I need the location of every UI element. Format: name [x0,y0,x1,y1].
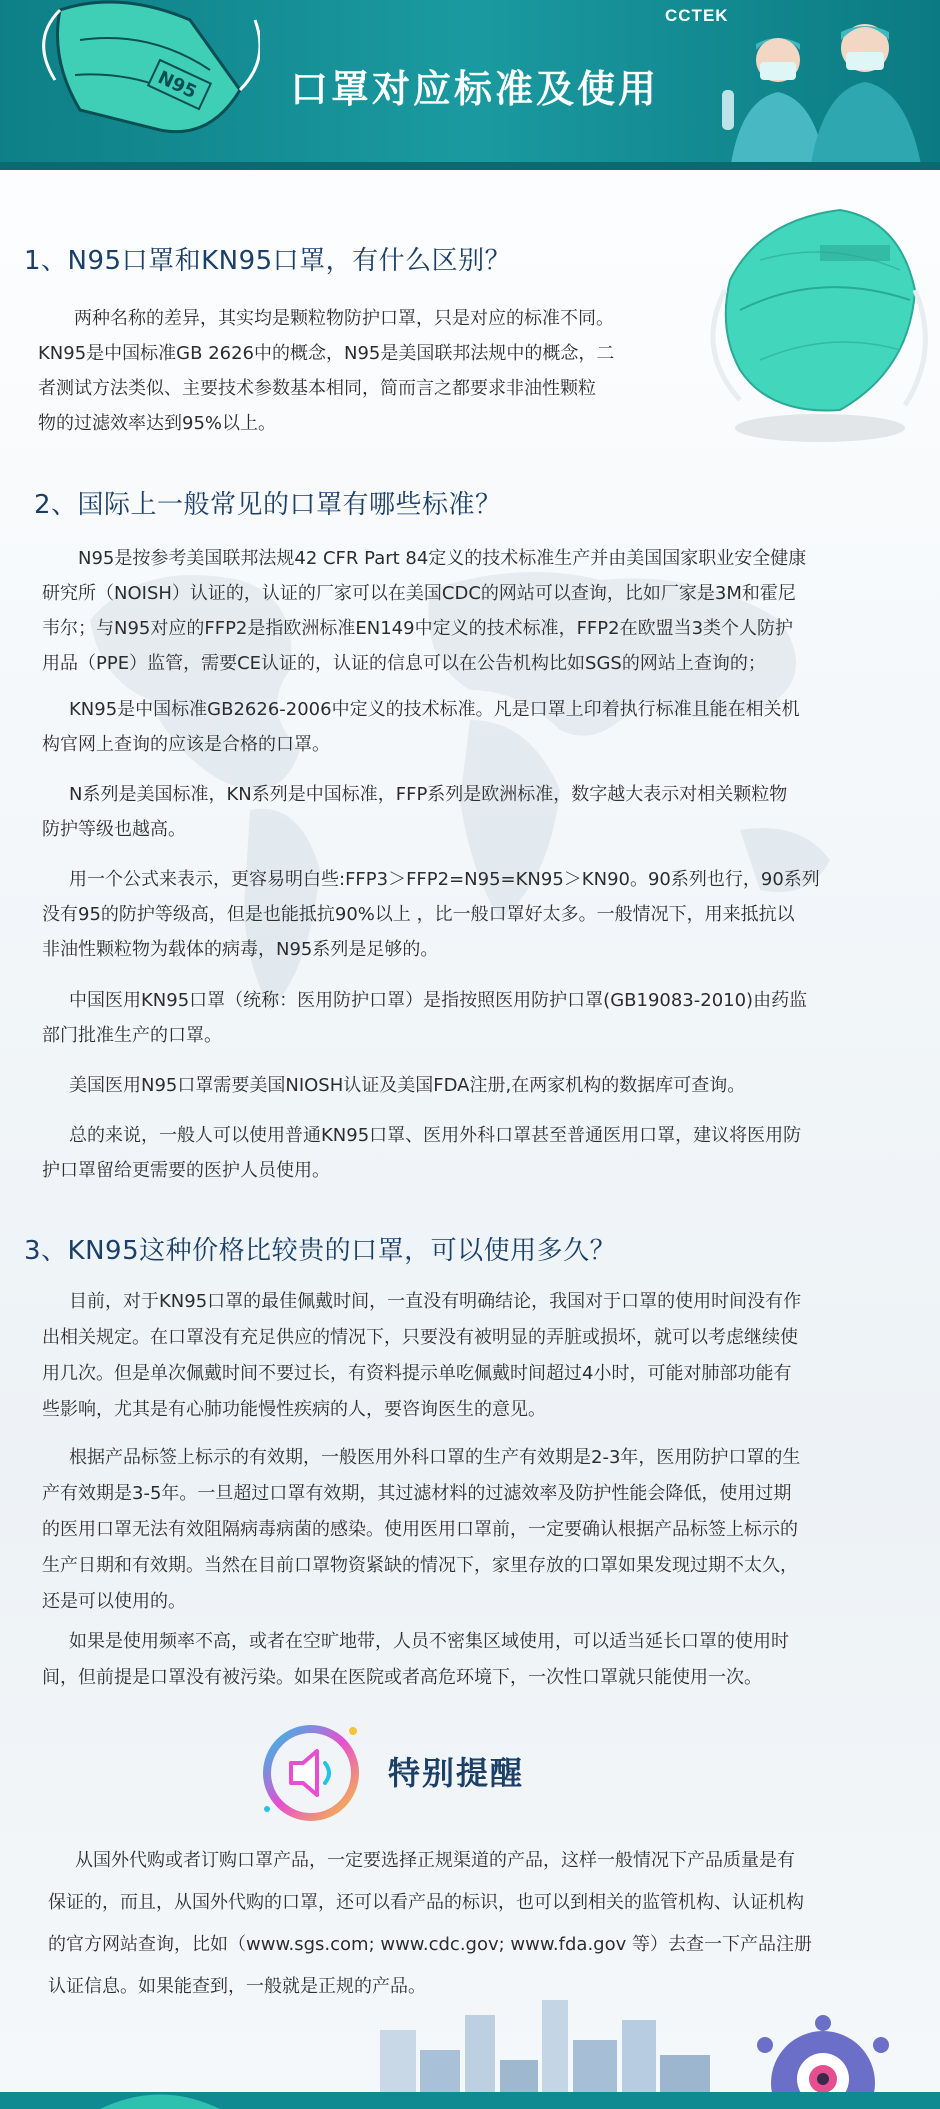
body-line: 部门批准生产的口罩。 [42,1025,222,1046]
body-line: 物的过滤效率达到95%以上。 [38,413,277,434]
body-line: 的官方网站查询，比如（www.sgs.com; www.cdc.gov; www.fda.gov 等）去查一下产品注册 [48,1934,812,1955]
body-line: 没有95的防护等级高，但是也能抵抗90%以上 ，比一般口罩好太多。一般情况下，用来抵抗以 [42,904,795,925]
section1-title: 1、N95口罩和KN95口罩，有什么区别？ [24,246,512,276]
body-line: 出相关规定。在口罩没有充足供应的情况下，只要没有被明显的弄脏或损坏，就可以考虑继续使 [42,1327,798,1348]
body-line: 如果是使用频率不高，或者在空旷地带，人员不密集区域使用，可以适当延长口罩的使用时 [69,1631,789,1652]
section2-paragraph [42,692,922,762]
section2-paragraph [42,1118,922,1188]
body-line: 保证的，而且，从国外代购的口罩，还可以看产品的标识，也可以到相关的监管机构、认证机构 [48,1892,804,1913]
body-line: 构官网上查询的应该是合格的口罩。 [42,734,330,755]
section2-paragraph [42,777,922,847]
body-line: 认证信息。如果能查到，一般就是正规的产品。 [48,1976,426,1997]
doctors-illustration-icon [700,10,940,170]
body-line: 用几次。但是单次佩戴时间不要过长，有资料提示单吃佩戴时间超过4小时，可能对肺部功能有 [42,1363,792,1384]
section2-paragraph [42,1068,922,1103]
body-line: 根据产品标签上标示的有效期，一般医用外科口罩的生产有效期是2-3年，医用防护口罩的生 [69,1447,801,1468]
body-line: 总的来说，一般人可以使用普通KN95口罩、医用外科口罩甚至普通医用口罩，建议将医用防 [69,1125,802,1146]
body-line: 中国医用KN95口罩（统称：医用防护口罩）是指按照医用防护口罩(GB19083-2010)由药监 [69,990,808,1011]
body-line: 者测试方法类似、主要技术参数基本相同，简而言之都要求非油性颗粒 [38,378,596,399]
body-line: 的医用口罩无法有效阻隔病毒病菌的感染。使用医用口罩前，一定要确认根据产品标签上标示的 [42,1519,798,1540]
section3-paragraph [42,1284,922,1428]
body-line: 目前，对于KN95口罩的最佳佩戴时间，一直没有明确结论，我国对于口罩的使用时间没有作 [69,1291,802,1312]
body-line: 用品（PPE）监管，需要CE认证的，认证的信息可以在公告机构比如SGS的网站上查询的； [42,653,766,674]
body-line: 非油性颗粒物为载体的病毒，N95系列是足够的。 [42,939,439,960]
section2-paragraph [42,862,922,967]
body-line: 从国外代购或者订购口罩产品，一定要选择正规渠道的产品，这样一般情况下产品质量是有 [75,1850,795,1871]
body-line: N系列是美国标准，KN系列是中国标准，FFP系列是欧洲标准，数字越大表示对相关颗粒物 [69,784,788,805]
body-line: KN95是中国标准GB2626-2006中定义的技术标准。凡是口罩上印着执行标准且能在相关机 [69,699,800,720]
section1-body [38,301,678,441]
page-title: 口罩对应标准及使用 [290,67,660,111]
section2-title: 2、国际上一般常见的口罩有哪些标准？ [34,490,502,520]
body-line: 间，但前提是口罩没有被污染。如果在医院或者高危环境下，一次性口罩就只能使用一次。 [42,1667,762,1688]
reminder-body [48,1840,918,2008]
speaker-reminder-icon [255,1715,367,1827]
section2-paragraph [42,983,922,1053]
body-line: 两种名称的差异，其实均是颗粒物防护口罩，只是对应的标准不同。 [74,308,614,329]
respirator-product-icon [700,200,930,450]
body-line: 韦尔；与N95对应的FFP2是指欧洲标准EN149中定义的技术标准，FFP2在欧盟当3类个人防护 [42,618,794,639]
body-line: 生产日期和有效期。当然在目前口罩物资紧缺的情况下，家里存放的口罩如果发现过期不太久， [42,1555,798,1576]
body-line: 用一个公式来表示，更容易明白些:FFP3＞FFP2=N95=KN95＞KN90。90系列也行，90系列 [69,869,820,890]
section3-paragraph [42,1624,922,1696]
body-line: N95是按参考美国联邦法规42 CFR Part 84定义的技术标准生产并由美国国家职业安全健康 [78,548,807,569]
body-line: KN95是中国标准GB 2626中的概念，N95是美国联邦法规中的概念，二 [38,343,615,364]
body-line: 美国医用N95口罩需要美国NIOSH认证及美国FDA注册,在两家机构的数据库可查询。 [69,1075,746,1096]
header-banner [0,0,940,170]
body-line: 研究所（NOISH）认证的，认证的厂家可以在美国CDC的网站可以查询，比如厂家是3M和霍尼 [42,583,796,604]
body-line: 防护等级也越高。 [42,819,186,840]
body-line: 产有效期是3-5年。一旦超过口罩有效期，其过滤材料的过滤效率及防护性能会降低，使用过期 [42,1483,792,1504]
reminder-title: 特别提醒 [388,1754,525,1792]
section2-paragraph [42,541,922,681]
brand-logo: CCTEK [665,6,729,25]
mask-illustration-icon [40,0,260,160]
mask-label: N95 [154,67,200,104]
body-line: 些影响，尤其是有心肺功能慢性疾病的人，要咨询医生的意见。 [42,1399,546,1420]
section3-title: 3、KN95这种价格比较贵的口罩，可以使用多久？ [24,1236,617,1266]
section3-paragraph [42,1440,922,1620]
footer-wave-decoration [100,2088,220,2109]
body-line: 护口罩留给更需要的医护人员使用。 [42,1160,330,1181]
body-line: 还是可以使用的。 [42,1591,186,1612]
